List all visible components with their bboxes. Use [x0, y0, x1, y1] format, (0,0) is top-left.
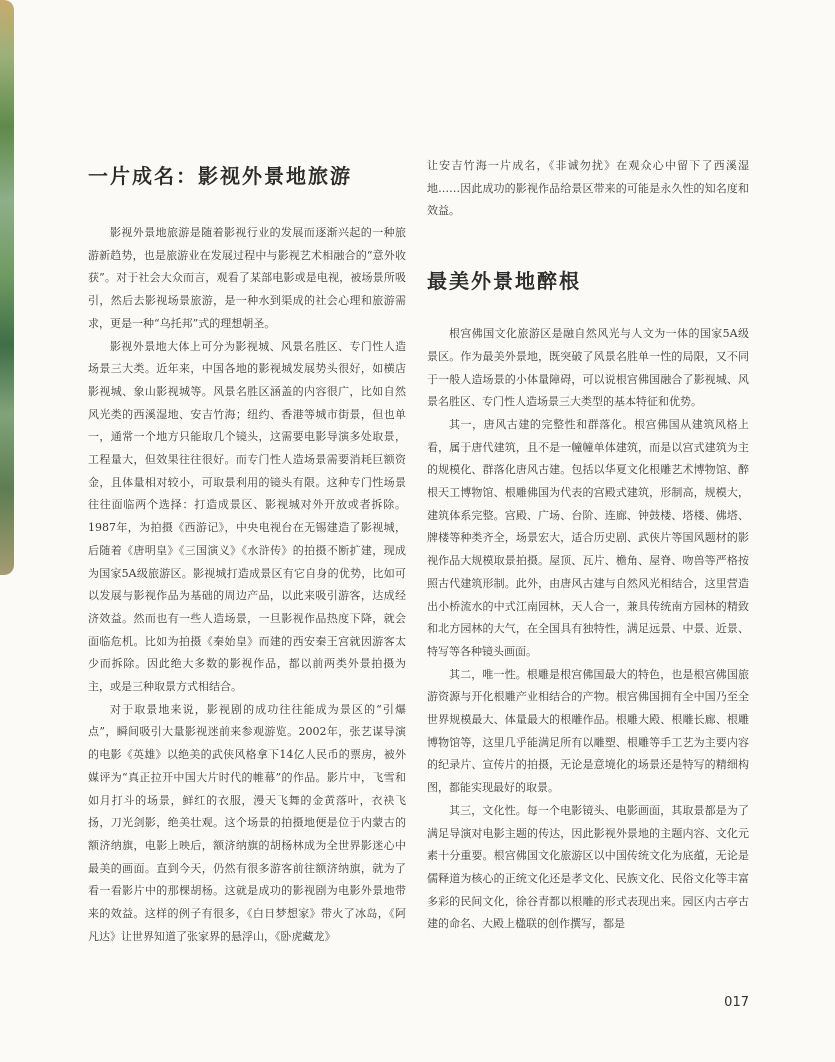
paragraph-continuation: 让安吉竹海一片成名，《非诚勿扰》在观众心中留下了西溪湿地……因此成功的影视作品给景区带来的可能是永久性的知名度和效益。: [427, 159, 749, 218]
left-column: [88, 150, 406, 949]
paragraph: 根宫佛国文化旅游区是融自然风光与人文为一体的国家5A级景区。作为最美外景地，既突破了风景名胜单一性的局限，又不同于一般人造场景的小体量障碍，可以说根宫佛国融合了影视城、风景名胜区、专门性人造场景三大类型的基本特征和优势。: [427, 327, 749, 409]
paragraph: 对于取景地来说，影视剧的成功往往能成为景区的“引爆点”，瞬间吸引大量影视迷前来参观游览。2002年，张艺谋导演的电影《英雄》以绝美的武侠风格拿下14亿人民币的票房，被外媒评为“真正拉开中国大片时代的帷幕”的作品。影片中，飞雪和如月打斗的场景，鲜红的衣服，漫天飞舞的金黄落叶，衣袂飞扬，刀光剑影，绝美壮观。这个场景的拍摄地便是位于内蒙古的额济纳旗，电影上映后，额济纳旗的胡杨林成为全世界影迷心中最美的画面。直到今天，仍然有很多游客前往额济纳旗，就为了看一看影片中的那棵胡杨。这就是成功的影视剧为电影外景地带来的效益。这样的例子有很多，《白日梦想家》带火了冰岛，《阿凡达》让世界知道了张家界的悬浮山，《卧虎藏龙》: [88, 702, 406, 943]
paragraph: 影视外景地旅游是随着影视行业的发展而逐渐兴起的一种旅游新趋势，也是旅游业在发展过程中与影视艺术相融合的“意外收获”。对于社会大众而言，观看了某部电影或是电视，被场景所吸引，然后去影视场景旅游，是一种水到渠成的社会心理和旅游需求，更是一种“乌托邦”式的理想朝圣。: [88, 226, 406, 330]
paragraph: 其三，文化性。每一个电影镜头、电影画面，其取景都是为了满足导演对电影主题的传达，因此影视外景地的主题内容、文化元素十分重要。根宫佛国文化旅游区以中国传统文化为底蕴，无论是儒释道为核心的正统文化还是孝文化、民族文化、民俗文化等丰富多彩的民间文化，徐谷青都以根雕的形式表现出来。园区内古亭古建的命名、大殿上楹联的创作撰写，都是: [427, 803, 749, 931]
paragraph: 其一，唐风古建的完整性和群落化。根宫佛国从建筑风格上看，属于唐代建筑，且不是一幢幢单体建筑，而是以宫式建筑为主的规模化、群落化唐风古建。包括以华夏文化根雕艺术博物馆、醉根天工博物馆、根雕佛国为代表的宫殿式建筑，形制高，规模大，建筑体系完整。宫殿、广场、台阶、连廊、钟鼓楼、塔楼、佛塔、牌楼等种类齐全，场景宏大，适合历史剧、武侠片等国风题材的影视作品大规模取景拍摄。屋顶、瓦片、檐角、屋脊、吻兽等严格按照古代建筑形制。此外，由唐风古建与自然风光相结合，这里营造出小桥流水的中式江南园林，天人合一，兼具传统南方园林的精致和北方园林的大气，在全国具有独特性，满足远景、中景、近景、特写等各种镜头画面。: [427, 417, 749, 658]
section-heading-zuigen: 最美外景地醉根: [427, 269, 581, 294]
right-column: [427, 155, 749, 936]
paragraph: 其二，唯一性。根雕是根宫佛国最大的特色，也是根宫佛国旅游资源与开化根雕产业相结合的产物。根宫佛国拥有全中国乃至全世界规模最大、体量最大的根雕作品。根雕大殿、根雕长廊、根雕博物馆等，这里几乎能满足所有以雕塑、根雕等手工艺为主要内容的纪录片、宣传片的拍摄，无论是意境化的场景还是特写的精细构图，都能实现最好的取景。: [427, 667, 749, 795]
paragraph: 影视外景地大体上可分为影视城、风景名胜区、专门性人造场景三大类。近年来，中国各地的影视城发展势头很好，如横店影视城、象山影视城等。风景名胜区涵盖的内容很广，比如自然风光类的西溪湿地、安吉竹海；纽约、香港等城市街景，但也单一，通常一个地方只能取几个镜头，这需要电影导演多处取景，工程量大，但效果往往很好。而专门性人造场景需要消耗巨额资金，且体量相对较小，可取景利用的镜头有限。这种专门性场景往往面临两个选择：打造成景区、影视城对外开放或者拆除。1987年，为拍摄《西游记》，中央电视台在无锡建造了影视城，后随着《唐明皇》《三国演义》《水浒传》的拍摄不断扩建，现成为国家5A级旅游区。影视城打造成景区有它自身的优势，比如可以发展与影视作品为基础的周边产品，以此来吸引游客，达成经济效益。然而也有一些人造场景，一旦影视作品热度下降，就会面临危机。比如为拍摄《秦始皇》而建的西安秦王宫就因游客太少而拆除。因此绝大多数的影视作品，都以前两类外景拍摄为主，或是三种取景方式相结合。: [88, 339, 406, 694]
photo-edge-strip: [0, 0, 14, 575]
page-number: 017: [724, 995, 749, 1010]
section-heading-film-tourism: 一片成名：影视外景地旅游: [88, 164, 352, 188]
